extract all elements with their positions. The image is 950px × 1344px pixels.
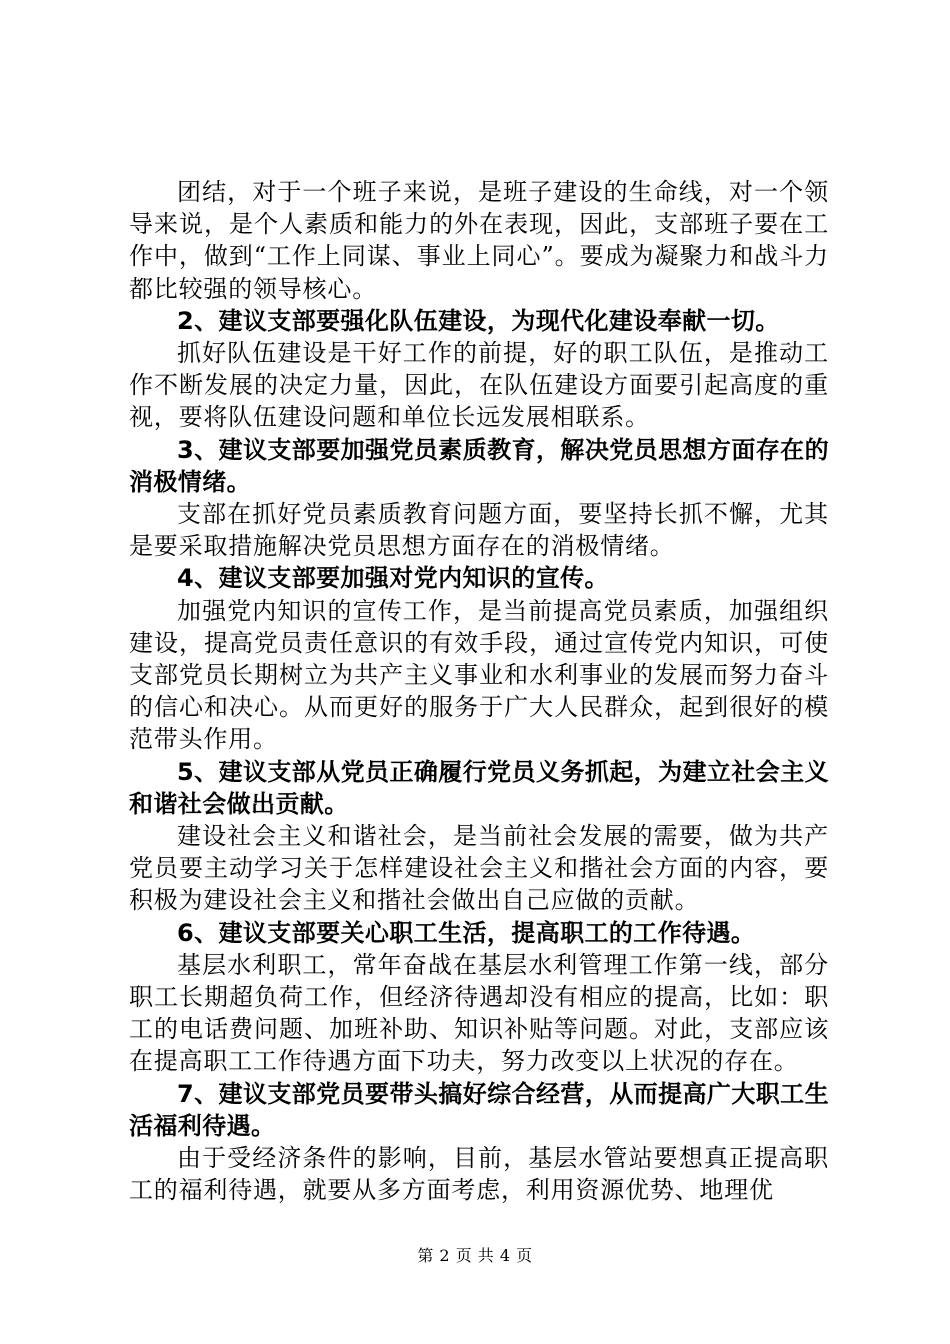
section-heading: 7、建议支部党员要带头搞好综合经营，从而提高广大职工生活福利待遇。 [129, 1079, 829, 1140]
body-paragraph: 支部在抓好党员素质教育问题方面，要坚持长抓不懈，尤其是要采取措施解决党员思想方面存在的消极情绪。 [129, 500, 829, 561]
body-paragraph: 基层水利职工，常年奋战在基层水利管理工作第一线，部分职工长期超负荷工作，但经济待遇却没有相应的提高，比如：职工的电话费问题、加班补助、知识补贴等问题。对此，支部应该在提高职工工作待遇方面下功夫，努力改变以上状况的存在。 [129, 950, 829, 1076]
body-paragraph: 由于受经济条件的影响，目前，基层水管站要想真正提高职工的福利待遇，就要从多方面考虑，利用资源优势、地理优 [129, 1144, 829, 1205]
section-heading: 6、建议支部要关心职工生活，提高职工的工作待遇。 [177, 918, 756, 947]
section-heading: 4、建议支部要加强对党内知识的宣传。 [177, 564, 609, 593]
section-heading: 5、建议支部从党员正确履行党员义务抓起，为建立社会主义和谐社会做出贡献。 [129, 757, 829, 818]
section-heading: 2、建议支部要强化队伍建设，为现代化建设奉献一切。 [177, 306, 780, 335]
body-paragraph: 加强党内知识的宣传工作，是当前提高党员素质，加强组织建设，提高党员责任意识的有效手段，通过宣传党内知识，可使支部党员长期树立为共产主义事业和水利事业的发展而努力奋斗的信心和决心。从而更好的服务于广大人民群众，起到很好的模范带头作用。 [129, 596, 829, 754]
page-number-footer: 第 2 页 共 4 页 [417, 1246, 533, 1265]
body-paragraph: 团结，对于一个班子来说，是班子建设的生命线，对一个领导来说，是个人素质和能力的外在表现，因此，支部班子要在工作中，做到“工作上同谋、事业上同心”。要成为凝聚力和战斗力都比较强的领导核心。 [129, 178, 829, 303]
section-heading: 3、建议支部要加强党员素质教育，解决党员思想方面存在的消极情绪。 [129, 435, 829, 496]
body-paragraph: 抓好队伍建设是干好工作的前提，好的职工队伍，是推动工作不断发展的决定力量，因此，在队伍建设方面要引起高度的重视，要将队伍建设问题和单位长远发展相联系。 [129, 339, 829, 432]
body-paragraph: 建设社会主义和谐社会，是当前社会发展的需要，做为共产党员要主动学习关于怎样建设社会主义和揩社会方面的内容，要积极为建设社会主义和揩社会做出自己应做的贡献。 [129, 822, 829, 915]
document-body [129, 176, 829, 1207]
